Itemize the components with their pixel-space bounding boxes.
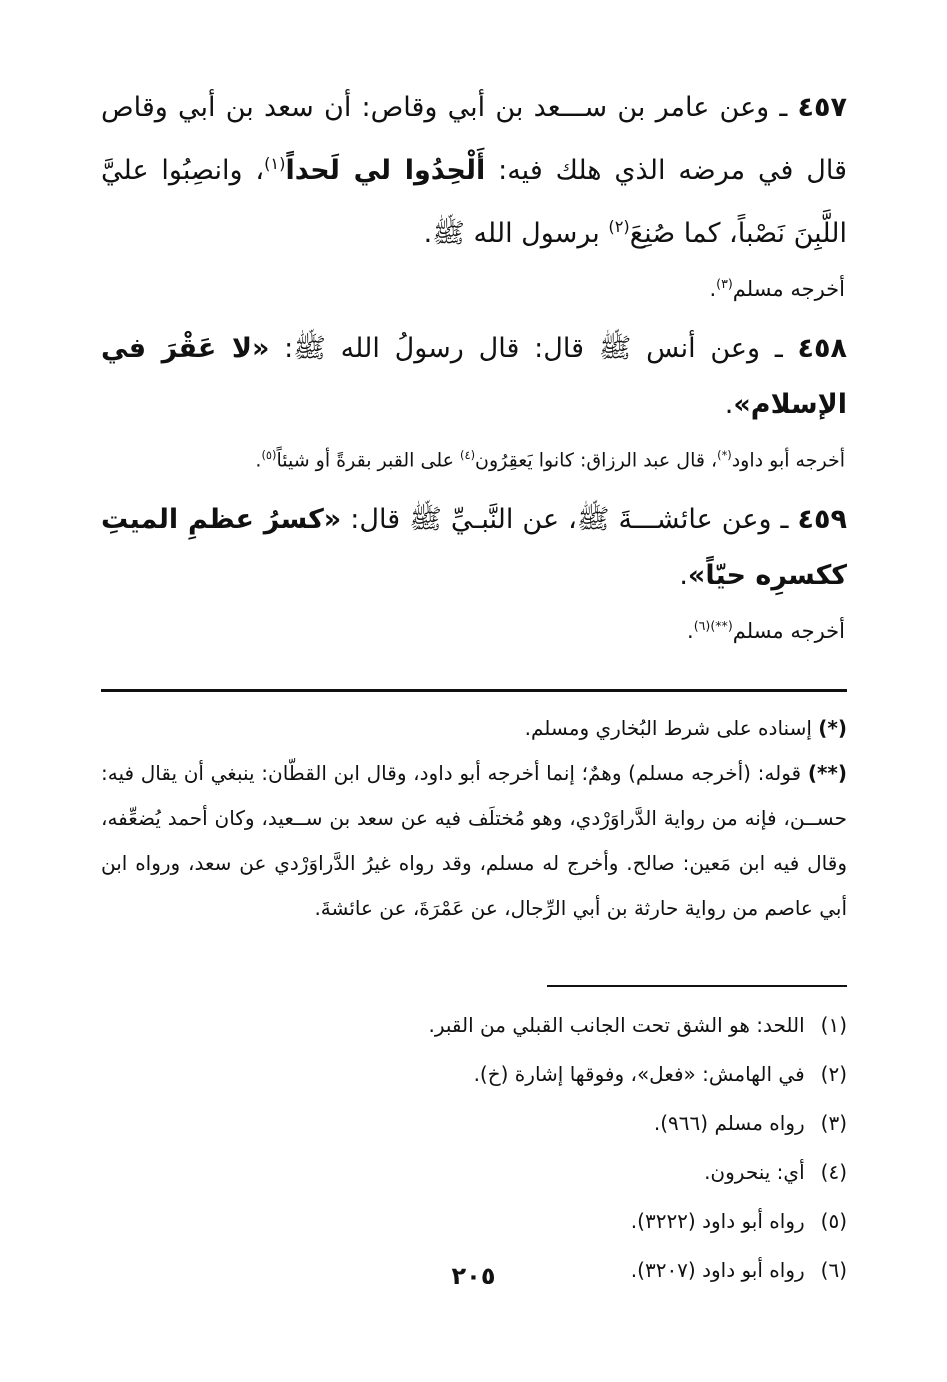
hadith-number: ٤٥٧ (797, 92, 847, 123)
hadith-459 (101, 492, 847, 604)
hadith-number: ٤٥٩ (797, 504, 847, 536)
footnote-ref: (٣) (716, 276, 733, 291)
footnote-ref: (٦) (693, 618, 711, 634)
hadith-text: برسول الله ﷺ. (423, 218, 609, 249)
editor-note-ref: (*) (717, 448, 732, 462)
footnote-text: في الهامش: «فعل»، وفوقها إشارة (خ). (473, 1062, 805, 1087)
hadith-text: ، وانصِبُوا عليَّ اللَّبِنَ نَصْباً، كما صُنِعَ (101, 155, 847, 249)
footnote-divider (547, 985, 847, 987)
takhrij-text: أخرجه مسلم (732, 619, 845, 644)
editor-note-mark: (**) (807, 761, 848, 786)
page-number: ٢٠٥ (451, 1262, 496, 1290)
takhrij-459 (101, 606, 847, 651)
footnote-text: أي: ينحرون. (704, 1160, 805, 1185)
editor-note-text: إسناده على شرط البُخاري ومسلم. (524, 716, 812, 741)
footnote-text: رواه مسلم (٩٦٦). (653, 1111, 805, 1136)
footnote-ref: (٤) (460, 448, 476, 462)
editor-note-text: قوله: (أخرجه مسلم) وهمٌ؛ إنما أخرجه أبو داود، وقال ابن القطّان: ينبغي أن يقال فيه: حســن، فإنه من رواية الدَّراوَرْدي، وهو مُختلَف فيه عن سعد بن ســعيد، وكان أحمد يُضعِّفه، وقال فيه ابن مَعين: صالح. وأخرج له مسلم، وقد رواه غيرُ الدَّراوَرْدي عن سعد، ورواه ابن أبي عاصم من رواية حارثة بن أبي الرِّجال، عن عَمْرَةَ، عن عائشةَ. (101, 761, 847, 921)
editor-note-mark: (*) (818, 716, 847, 741)
footnote (101, 1197, 847, 1246)
footnote-text: رواه أبو داود (٣٢٠٧). (630, 1258, 805, 1283)
footnote-number: (٤) (820, 1160, 847, 1185)
footnote-text: رواه أبو داود (٣٢٢٢). (630, 1209, 805, 1234)
footnote-number: (٣) (820, 1111, 847, 1136)
editor-note-ref: (**) (710, 618, 733, 634)
takhrij-text: أخرجه مسلم (732, 277, 845, 301)
hadith-text: ـ وعن عامر بن ســـعد بن أبي وقاص: أن سعد بن أبي وقاص قال في مرضه الذي هلك فيه: (101, 92, 847, 186)
hadith-text: ـ وعن عائشـــةَ ﷺ، عن النَّبـيِّ ﷺ قال: (341, 504, 789, 536)
footnote (101, 1099, 847, 1148)
footnote-ref: (١) (264, 154, 286, 173)
hadith-number: ٤٥٨ (797, 333, 847, 364)
page-body (101, 80, 847, 1295)
takhrij-457 (101, 264, 847, 309)
hadith-text: . (679, 560, 688, 592)
hadith-quote: أَلْحِدُوا لي لَحداً (285, 155, 486, 186)
hadith-457 (101, 80, 847, 262)
footnote-number: (٦) (820, 1258, 847, 1283)
footnote-ref: (٢) (608, 217, 630, 236)
takhrij-text: أخرجه أبو داود (731, 449, 845, 472)
takhrij-text: ، قال عبد الرزاق: كانوا يَعقِرُون (475, 449, 718, 472)
takhrij-end: . (255, 449, 262, 472)
hadith-text: ـ وعن أنس ﷺ قال: قال رسولُ الله ﷺ: (269, 333, 783, 364)
takhrij-end: . (687, 619, 694, 644)
footnote-text: اللحد: هو الشق تحت الجانب القبلي من القبر. (428, 1013, 805, 1038)
takhrij-end: . (709, 277, 717, 301)
footnote (101, 1050, 847, 1099)
footnote-ref: (٥) (261, 448, 277, 462)
hadith-text: . (724, 389, 734, 420)
editor-note (101, 706, 847, 751)
takhrij-458 (101, 435, 847, 480)
section-divider (101, 689, 847, 692)
footnote-number: (١) (820, 1013, 847, 1038)
footnote-number: (٢) (820, 1062, 847, 1087)
hadith-quote: «لا عَقْرَ في الإسلام» (101, 333, 847, 420)
hadith-quote: «كسرُ عظمِ الميتِ ككسرِه حيّاً» (101, 504, 847, 592)
editor-note (101, 751, 847, 931)
footnote (101, 1001, 847, 1050)
footnote (101, 1148, 847, 1197)
footnote-number: (٥) (820, 1209, 847, 1234)
hadith-458 (101, 321, 847, 433)
takhrij-text: على القبر بقرةً أو شيئاً (276, 449, 460, 472)
